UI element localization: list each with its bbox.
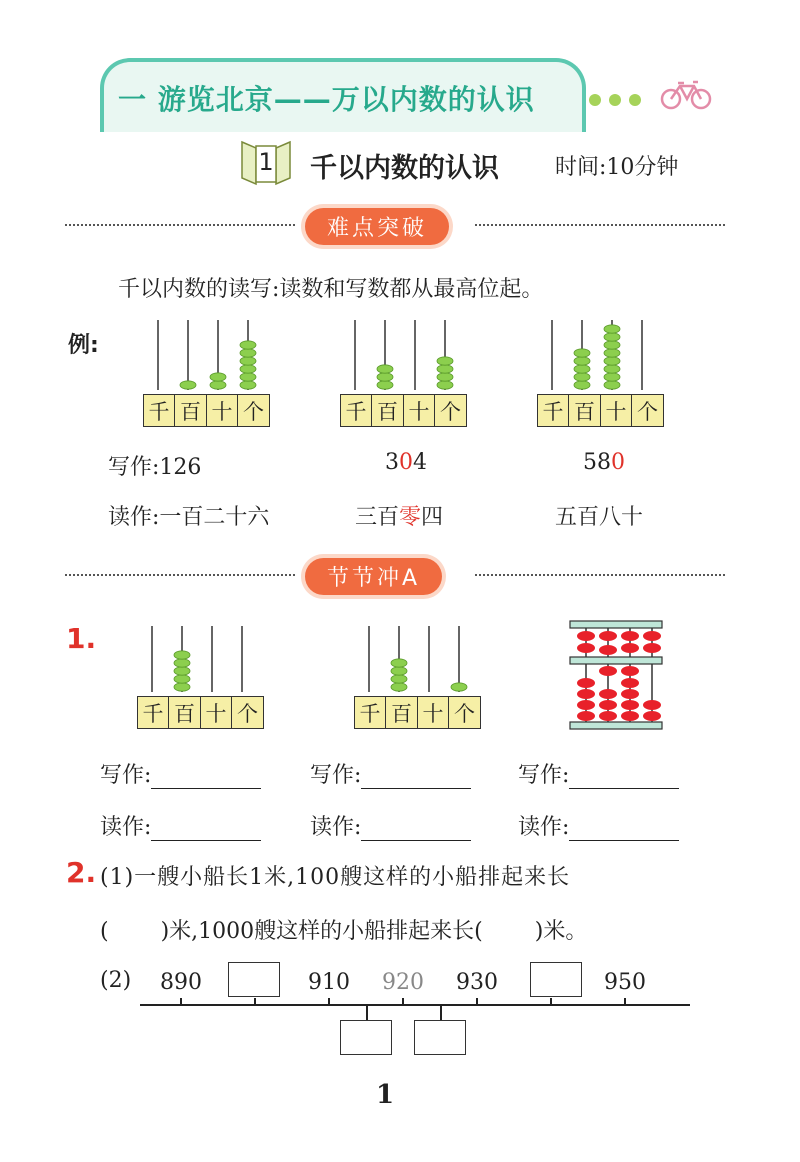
section-badge-difficult: 难点突破 xyxy=(305,208,449,245)
drop-line xyxy=(366,1006,368,1020)
question-2-number: 2. xyxy=(66,856,97,889)
divider xyxy=(65,224,295,226)
abacus-example-1 xyxy=(144,318,274,427)
abacus-bead xyxy=(574,373,590,381)
abacus-bead xyxy=(377,373,393,381)
rule-text: 千以内数的读写:读数和写数都从最高位起。 xyxy=(118,277,544,302)
abacus-bead xyxy=(180,381,196,389)
answer-blank[interactable] xyxy=(361,768,471,789)
lesson-time: 时间:10分钟 xyxy=(555,155,679,180)
place-ones: 个 xyxy=(434,394,467,427)
q1a-read: 读作: xyxy=(100,810,261,841)
place-tens: 十 xyxy=(600,394,633,427)
place-thousands: 千 xyxy=(137,696,170,729)
place-thousands: 千 xyxy=(354,696,387,729)
abacus-bead xyxy=(604,333,620,341)
nl-label-930: 930 xyxy=(456,970,498,995)
lesson-title: 千以内数的认识 xyxy=(310,153,499,184)
abacus-bead xyxy=(240,373,256,381)
page-number: 1 xyxy=(376,1080,395,1110)
drop-line xyxy=(440,1006,442,1020)
abacus-question-1b xyxy=(355,624,485,729)
place-hundreds: 百 xyxy=(174,394,207,427)
abacus-bead xyxy=(604,349,620,357)
abacus-bead xyxy=(377,381,393,389)
bicycle-icon xyxy=(660,78,712,114)
place-thousands: 千 xyxy=(143,394,176,427)
abacus-bead xyxy=(174,683,190,691)
abacus-bead xyxy=(391,667,407,675)
abacus-bead xyxy=(240,357,256,365)
abacus-bead xyxy=(574,365,590,373)
tick xyxy=(254,998,256,1006)
abacus-bead xyxy=(210,373,226,381)
q1b-write: 写作: xyxy=(310,758,471,789)
abacus-example-3 xyxy=(538,318,668,427)
tree-decoration-icon xyxy=(588,90,658,114)
example-3-written: 580 xyxy=(583,450,625,475)
nl-label-910: 910 xyxy=(308,970,350,995)
abacus-bead xyxy=(604,357,620,365)
tick xyxy=(476,998,478,1006)
abacus-bead xyxy=(391,683,407,691)
place-tens: 十 xyxy=(200,696,233,729)
answer-blank[interactable] xyxy=(151,768,261,789)
abacus-bead xyxy=(604,341,620,349)
lesson-number-badge xyxy=(238,138,294,186)
abacus-bead xyxy=(391,659,407,667)
nl-label-950: 950 xyxy=(604,970,646,995)
abacus-bead xyxy=(240,381,256,389)
divider xyxy=(475,574,725,576)
place-hundreds: 百 xyxy=(385,696,418,729)
place-tens: 十 xyxy=(417,696,450,729)
lesson-number: 1 xyxy=(258,148,274,176)
nl-answer-box[interactable] xyxy=(228,962,280,997)
abacus-bead xyxy=(377,365,393,373)
q1a-write: 写作: xyxy=(100,758,261,789)
abacus-bead xyxy=(574,349,590,357)
q1c-write: 写作: xyxy=(518,758,679,789)
nl-label-920: 920 xyxy=(382,970,424,995)
abacus-bead xyxy=(174,667,190,675)
abacus-bead xyxy=(574,357,590,365)
tick xyxy=(624,998,626,1006)
tick xyxy=(328,998,330,1006)
abacus-question-1c xyxy=(568,620,664,736)
place-hundreds: 百 xyxy=(168,696,201,729)
question-1-number: 1. xyxy=(66,622,97,655)
section-badge-practice: 节节冲A xyxy=(305,558,442,595)
abacus-bead xyxy=(174,651,190,659)
abacus-bead xyxy=(240,365,256,373)
answer-blank[interactable] xyxy=(569,820,679,841)
abacus-question-1a xyxy=(138,624,268,729)
example-1-read: 读作:一百二十六 xyxy=(108,505,270,530)
abacus-bead xyxy=(437,365,453,373)
abacus-bead xyxy=(437,373,453,381)
abacus-bead xyxy=(604,381,620,389)
q1c-read: 读作: xyxy=(518,810,679,841)
divider xyxy=(65,574,295,576)
abacus-bead xyxy=(451,683,467,691)
tick xyxy=(402,998,404,1006)
example-2-written: 304 xyxy=(385,450,427,475)
divider xyxy=(475,224,725,226)
tick xyxy=(550,998,552,1006)
place-tens: 十 xyxy=(206,394,239,427)
place-thousands: 千 xyxy=(537,394,570,427)
unit-title: 一 游览北京——万以内数的认识 xyxy=(118,83,535,116)
answer-blank[interactable] xyxy=(151,820,261,841)
place-ones: 个 xyxy=(448,696,481,729)
example-3-read: 五百八十 xyxy=(555,505,644,530)
abacus-bead xyxy=(437,357,453,365)
abacus-bead xyxy=(240,341,256,349)
place-tens: 十 xyxy=(403,394,436,427)
q2-part1-line1: (1)一艘小船长1米,100艘这样的小船排起来长 xyxy=(100,865,571,890)
tick xyxy=(180,998,182,1006)
abacus-example-2 xyxy=(341,318,471,427)
q2-part1-line2: ( )米,1000艘这样的小船排起来长( )米。 xyxy=(100,919,588,944)
place-ones: 个 xyxy=(631,394,664,427)
place-ones: 个 xyxy=(237,394,270,427)
answer-blank[interactable] xyxy=(569,768,679,789)
abacus-bead xyxy=(174,675,190,683)
abacus-bead xyxy=(391,675,407,683)
nl-answer-box[interactable] xyxy=(340,1020,392,1055)
abacus-bead xyxy=(574,381,590,389)
abacus-bead xyxy=(210,381,226,389)
answer-blank[interactable] xyxy=(361,820,471,841)
example-label: 例: xyxy=(68,333,99,358)
nl-answer-box[interactable] xyxy=(414,1020,466,1055)
q2-part2-label: (2) xyxy=(100,968,132,993)
abacus-bead xyxy=(437,381,453,389)
nl-label-890: 890 xyxy=(160,970,202,995)
nl-answer-box[interactable] xyxy=(530,962,582,997)
abacus-bead xyxy=(604,365,620,373)
abacus-bead xyxy=(604,373,620,381)
place-hundreds: 百 xyxy=(371,394,404,427)
place-ones: 个 xyxy=(231,696,264,729)
q1b-read: 读作: xyxy=(310,810,471,841)
place-thousands: 千 xyxy=(340,394,373,427)
abacus-bead xyxy=(240,349,256,357)
number-line-axis xyxy=(140,1004,690,1006)
place-hundreds: 百 xyxy=(568,394,601,427)
example-2-read: 三百零四 xyxy=(355,505,444,530)
example-1-written: 写作:126 xyxy=(108,455,202,480)
abacus-bead xyxy=(174,659,190,667)
abacus-bead xyxy=(604,325,620,333)
